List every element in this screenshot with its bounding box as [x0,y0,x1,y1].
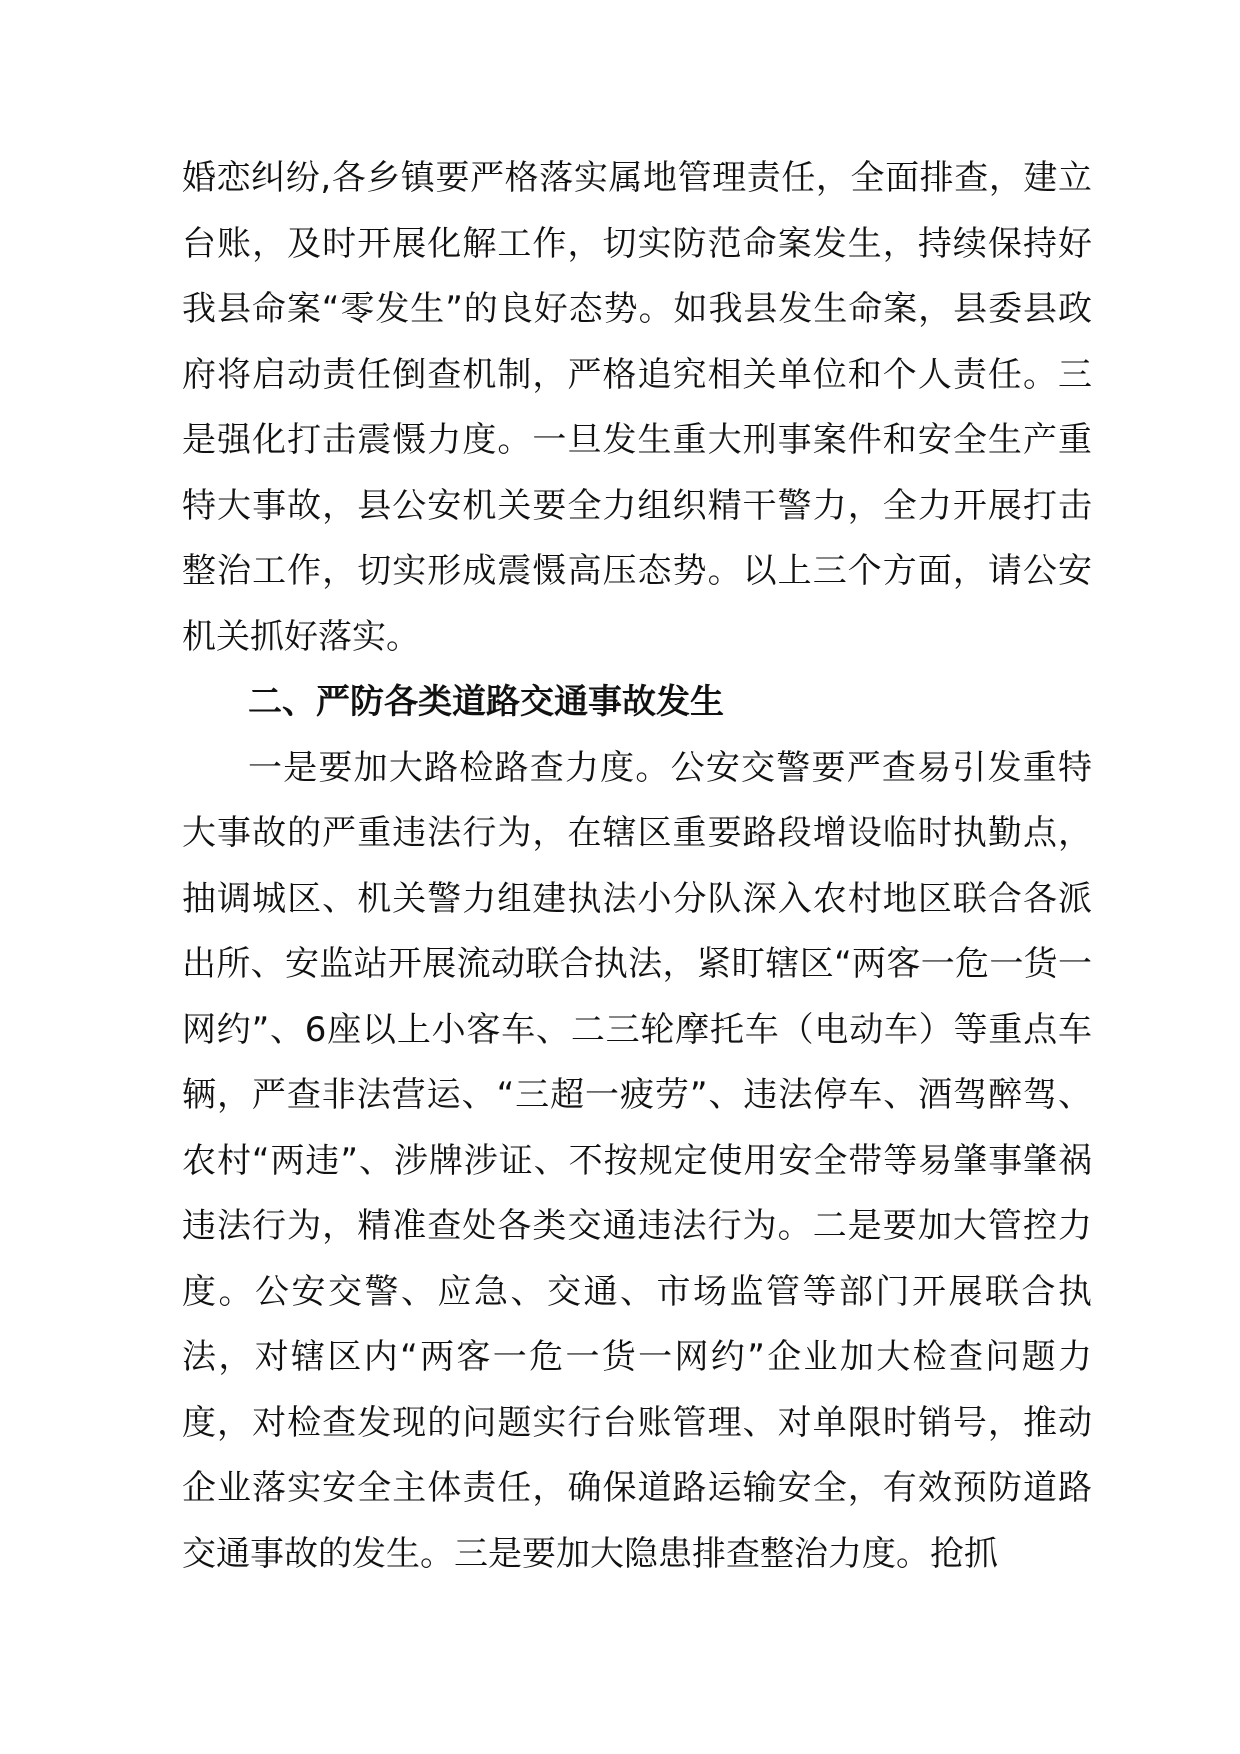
body-paragraph: 一是要加大路检路查力度。公安交警要严查易引发重特大事故的严重违法行为，在辖区重要路段增设临时执勤点，抽调城区、机关警力组建执法小分队深入农村地区联合各派出所、安监站开展流动联合执法，紧盯辖区“两客一危一货一网约”、6座以上小客车、二三轮摩托车（电动车）等重点车辆，严查非法营运、“三超一疲劳”、违法停车、酒驾醉驾、农村“两违”、涉牌涉证、不按规定使用安全带等易肇事肇祸违法行为，精准查处各类交通违法行为。二是要加大管控力度。公安交警、应急、交通、市场监管等部门开展联合执法，对辖区内“两客一危一货一网约”企业加大检查问题力度，对检查发现的问题实行台账管理、对单限时销号，推动企业落实安全主体责任，确保道路运输安全，有效预防道路交通事故的发生。三是要加大隐患排查整治力度。抢抓 [182,747,1092,1574]
section-heading: 二、严防各类道路交通事故发生 [248,682,724,722]
body-paragraph-continuation: 婚恋纠纷,各乡镇要严格落实属地管理责任，全面排查，建立台账，及时开展化解工作，切实防范命案发生，持续保持好我县命案“零发生”的良好态势。如我县发生命案，县委县政府将启动责任倒查机制，严格追究相关单位和个人责任。三是强化打击震慑力度。一旦发生重大刑事案件和安全生产重特大事故，县公安机关要全力组织精干警力，全力开展打击整治工作，切实形成震慑高压态势。以上三个方面，请公安机关抓好落实。 [182,158,1092,657]
document-body [182,146,1092,1587]
